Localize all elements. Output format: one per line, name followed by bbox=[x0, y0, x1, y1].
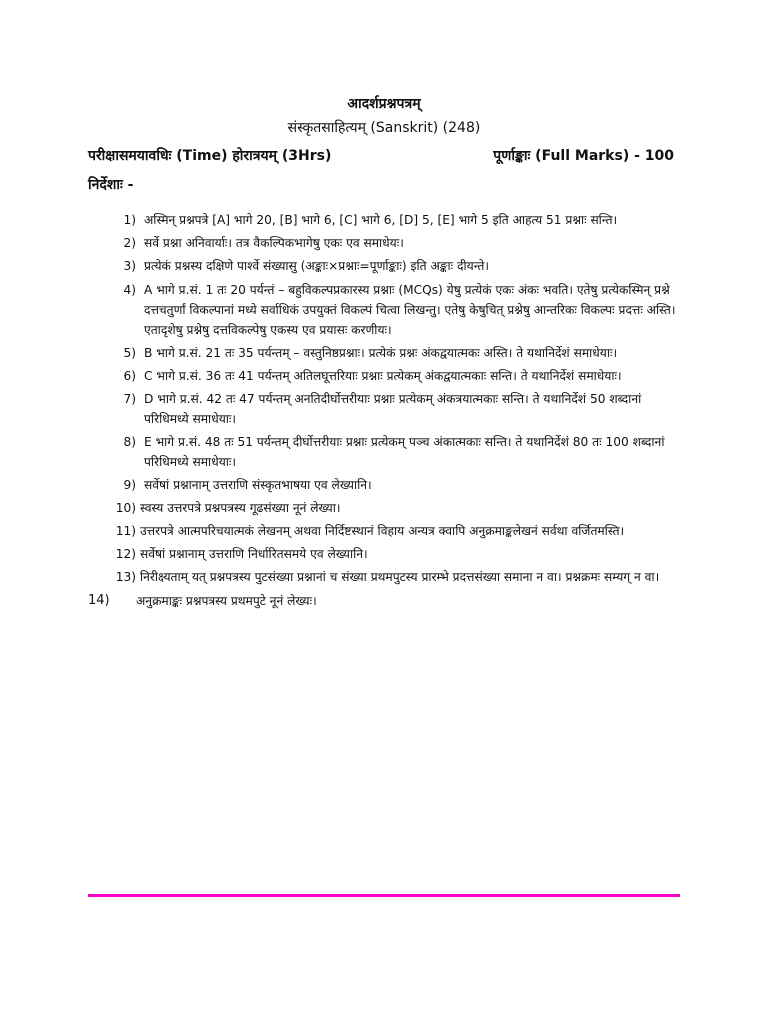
list-item bbox=[88, 567, 680, 587]
list-item bbox=[88, 389, 680, 429]
list-item bbox=[88, 498, 680, 518]
list-item-number: 10) bbox=[115, 501, 136, 515]
footer-divider bbox=[88, 894, 680, 897]
list-item-number: 1) bbox=[123, 213, 136, 227]
list-item-text: सर्वेषां प्रश्नानाम् उत्तराणि निर्धारितसमये एव लेख्यानि। bbox=[140, 547, 368, 561]
list-item bbox=[88, 343, 680, 363]
page-subtitle: संस्कृतसाहित्यम् (Sanskrit) (248) bbox=[287, 120, 481, 136]
list-item bbox=[88, 591, 680, 611]
list-item bbox=[88, 432, 680, 472]
list-item-number: 9) bbox=[123, 478, 136, 492]
list-item bbox=[88, 521, 680, 541]
list-item-text: स्वस्य उत्तरपत्रे प्रश्नपत्रस्य गूढसंख्या नूनं लेख्या। bbox=[140, 501, 341, 515]
list-item bbox=[88, 280, 680, 340]
marks-label: पूर्णाङ्काः (Full Marks) - 100 bbox=[493, 148, 674, 164]
list-item-number: 13) bbox=[115, 570, 136, 584]
list-item-number: 5) bbox=[123, 346, 136, 360]
list-item-text: सर्वे प्रश्ना अनिवार्याः। तत्र वैकल्पिकभागेषु एकः एव समाधेयः। bbox=[144, 236, 404, 250]
list-item bbox=[88, 233, 680, 253]
time-label: परीक्षासमयावधिः (Time) होरात्रयम् (3Hrs) bbox=[88, 148, 332, 164]
list-item bbox=[88, 256, 680, 276]
list-item bbox=[88, 544, 680, 564]
list-item-text: E भागे प्र.सं. 48 तः 51 पर्यन्तम् दीर्घोत्तरीयाः प्रश्नाः प्रत्येकम् पञ्च अंकात्मकाः सन्ति। ते यथानिर्देशं 80 तः 100 शब्दानां परिधिमध्ये समाधेयाः। bbox=[144, 435, 665, 469]
list-item-number: 6) bbox=[123, 369, 136, 383]
exam-meta-row bbox=[88, 146, 674, 166]
list-item-number: 11) bbox=[115, 524, 136, 538]
list-item-text: निरीक्ष्यताम् यत् प्रश्नपत्रस्य पुटसंख्या प्रश्नानां च संख्या प्रथमपुटस्य प्रारम्भे प्रदत्तसंख्या समाना न वा। प्रश्नक्रमः सम्यग् न वा। bbox=[140, 570, 660, 584]
list-item bbox=[88, 366, 680, 386]
list-item-text: सर्वेषां प्रश्नानाम् उत्तराणि संस्कृतभाषया एव लेख्यानि। bbox=[144, 478, 372, 492]
list-item-number: 4) bbox=[123, 283, 136, 297]
list-item-text: A भागे प्र.सं. 1 तः 20 पर्यन्तं – बहुविकल्पप्रकारस्य प्रश्नाः (MCQs) येषु प्रत्येकं एकः अंकः भवति। एतेषु प्रत्येकस्मिन् प्रश्ने दत्तचतुर्णां विकल्पानां मध्ये सर्वाधिकं उपयुक्तं विकल्पं चित्वा लिखन्तु। एतेषु केषुचित् प्रश्नेषु आन्तरिकः विकल्पः प्रदत्तः अस्ति। एतादृशेषु प्रश्नेषु दत्तविकल्पेषु एकस्य एव प्रयासः करणीयः। bbox=[144, 283, 676, 337]
list-item-number: 14) bbox=[88, 593, 110, 608]
list-item-text: C भागे प्र.सं. 36 तः 41 पर्यन्तम् अतिलघूत्तरियाः प्रश्नाः प्रत्येकम् अंकद्वयात्मकाः सन्ति। ते यथानिर्देशं समाधेयाः। bbox=[144, 369, 622, 383]
list-item-text: D भागे प्र.सं. 42 तः 47 पर्यन्तम् अनतिदीर्घोत्तरीयाः प्रश्नाः प्रत्येकम् अंकत्रयात्मकाः सन्ति। ते यथानिर्देशं 50 शब्दानां परिधिमध्ये समाधेयाः। bbox=[144, 392, 642, 426]
list-item-text: प्रत्येकं प्रश्नस्य दक्षिणे पार्श्वे संख्यासु (अङ्काः×प्रश्नाः=पूर्णाङ्काः) इति अङ्काः दीयन्ते। bbox=[144, 259, 490, 273]
list-item-number: 12) bbox=[115, 547, 136, 561]
list-item-number: 7) bbox=[123, 392, 136, 406]
instructions-heading: निर्देशाः - bbox=[88, 177, 134, 193]
list-item-number: 3) bbox=[123, 259, 136, 273]
page-title: आदर्शप्रश्नपत्रम् bbox=[347, 96, 421, 112]
list-item-text: B भागे प्र.सं. 21 तः 35 पर्यन्तम् – वस्तुनिष्ठप्रश्नाः। प्रत्येकं प्रश्नः अंकद्वयात्मकः अस्ति। ते यथानिर्देशं समाधेयाः। bbox=[144, 346, 618, 360]
list-item bbox=[88, 210, 680, 230]
list-item bbox=[88, 475, 680, 495]
list-item-text: उत्तरपत्रे आत्मपरिचयात्मकं लेखनम् अथवा निर्दिष्टस्थानं विहाय अन्यत्र क्वापि अनुक्रमाङ्कलेखनं सर्वथा वर्जितमस्ति। bbox=[140, 524, 625, 538]
instructions-list bbox=[88, 210, 680, 614]
list-item-text: अस्मिन् प्रश्नपत्रे [A] भागे 20, [B] भागे 6, [C] भागे 6, [D] 5, [E] भागे 5 इति आहत्य 51 प्रश्नाः सन्ति। bbox=[144, 213, 618, 227]
list-item-text: अनुक्रमाङ्कः प्रश्नपत्रस्य प्रथमपुटे नूनं लेख्यः। bbox=[136, 594, 317, 608]
list-item-number: 2) bbox=[123, 236, 136, 250]
list-item-number: 8) bbox=[123, 435, 136, 449]
